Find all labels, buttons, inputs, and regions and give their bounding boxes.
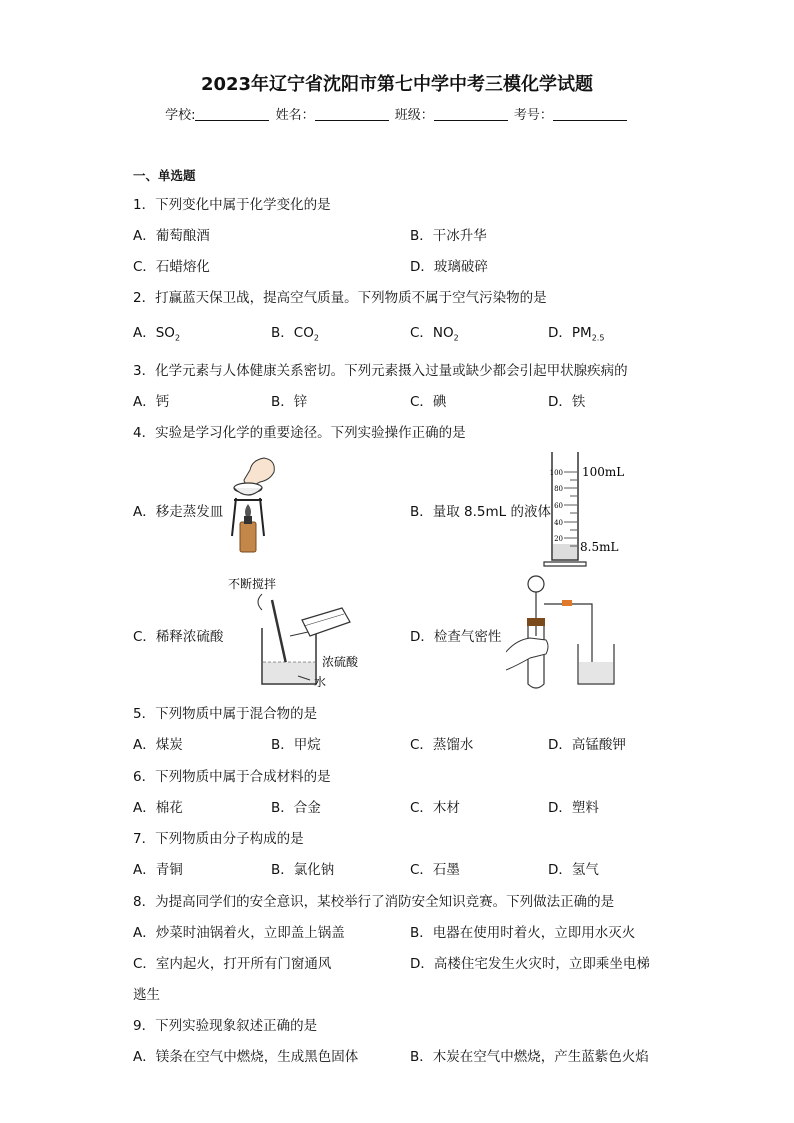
q7-option-d: D．氢气 — [548, 862, 599, 878]
q6-option-c: C．木材 — [410, 800, 460, 816]
q6-option-d: D．塑料 — [548, 800, 599, 816]
q8-option-d-continuation: 逃生 — [133, 987, 160, 1003]
question-5-stem: 5．下列物质中属于混合物的是 — [133, 706, 318, 722]
question-6-stem: 6．下列物质中属于合成材料的是 — [133, 769, 331, 785]
q5-option-c: C．蒸馏水 — [410, 737, 474, 753]
q2-option-c-text: C．NO — [410, 325, 454, 341]
dilute-acid-figure — [224, 574, 370, 690]
cylinder-tick-20: 20 — [554, 535, 563, 543]
q1-option-b: B．干冰升华 — [410, 228, 487, 244]
q1-option-d: D．玻璃破碎 — [410, 259, 488, 275]
q2-option-b — [271, 321, 319, 343]
airtightness-figure — [506, 574, 622, 690]
q2-option-b-text: B．CO — [271, 325, 314, 341]
q2-option-b-sub: 2 — [313, 333, 319, 343]
school-blank — [195, 108, 269, 121]
q8-option-d: D．高楼住宅发生火灾时，立即乘坐电梯 — [410, 956, 650, 972]
question-1-stem: 1．下列变化中属于化学变化的是 — [133, 197, 331, 213]
q8-option-c: C．室内起火，打开所有门窗通风 — [133, 956, 332, 972]
class-blank — [434, 108, 508, 121]
q2-option-d — [548, 321, 604, 343]
q2-option-c-sub: 2 — [453, 333, 459, 343]
q9-option-a: A．镁条在空气中燃烧，生成黑色固体 — [133, 1049, 359, 1065]
cylinder-tick-60: 60 — [554, 502, 563, 510]
q2-option-d-sub: 2.5 — [591, 333, 605, 343]
q2-option-d-text: D．PM — [548, 325, 592, 341]
q5-option-a: A．煤炭 — [133, 737, 183, 753]
q1-option-a: A．葡萄酿酒 — [133, 228, 210, 244]
student-info-line — [0, 104, 794, 123]
section-heading: 一、单选题 — [133, 168, 196, 183]
name-label: 姓名： — [275, 108, 315, 123]
q4-option-c: C．稀释浓硫酸 — [133, 629, 224, 645]
q1-option-c: C．石蜡熔化 — [133, 259, 210, 275]
evaporating-dish-figure — [222, 456, 282, 556]
question-3-stem: 3．化学元素与人体健康关系密切。下列元素摄入过量或缺少都会引起甲状腺疾病的 — [133, 363, 628, 379]
q2-option-a-sub: 2 — [174, 333, 181, 343]
q4-option-b: B．量取 8.5mL 的液体 — [410, 504, 551, 520]
question-8-stem: 8．为提高同学们的安全意识，某校举行了消防安全知识竞赛。下列做法正确的是 — [133, 894, 615, 910]
question-9-stem: 9．下列实验现象叙述正确的是 — [133, 1018, 318, 1034]
q9-option-b: B．木炭在空气中燃烧，产生蓝紫色火焰 — [410, 1049, 649, 1065]
question-2-stem: 2．打赢蓝天保卫战，提高空气质量。下列物质不属于空气污染物的是 — [133, 290, 547, 306]
cylinder-label-bottom: 8.5mL — [580, 540, 619, 554]
q4-option-d: D．检查气密性 — [410, 629, 502, 645]
question-4-stem: 4．实验是学习化学的重要途径。下列实验操作正确的是 — [133, 425, 466, 441]
q5-option-d: D．高锰酸钾 — [548, 737, 626, 753]
question-7-stem: 7．下列物质由分子构成的是 — [133, 831, 304, 847]
school-label: 学校: — [165, 108, 196, 123]
q3-option-d: D．铁 — [548, 394, 586, 410]
cylinder-tick-40: 40 — [554, 519, 563, 527]
q3-option-a: A．钙 — [133, 394, 170, 410]
q7-option-c: C．石墨 — [410, 862, 460, 878]
page-title: 2023年辽宁省沈阳市第七中学中考三模化学试题 — [200, 74, 594, 95]
graduated-cylinder-figure — [540, 448, 640, 570]
class-label: 班级： — [394, 108, 434, 123]
q7-option-b: B．氯化钠 — [271, 862, 335, 878]
q6-option-b: B．合金 — [271, 800, 321, 816]
exam-number-blank — [553, 108, 627, 121]
acid-label: 浓硫酸 — [322, 655, 359, 669]
q8-option-b: B．电器在使用时着火，立即用水灭火 — [410, 925, 636, 941]
q3-option-c: C．碘 — [410, 394, 447, 410]
q2-option-a — [133, 321, 180, 343]
cylinder-label-top: 100mL — [582, 465, 625, 479]
cylinder-tick-80: 80 — [554, 485, 563, 493]
exam-number-label: 考号： — [513, 108, 553, 123]
q7-option-a: A．青铜 — [133, 862, 183, 878]
name-blank — [315, 108, 389, 121]
q4-option-a: A．移走蒸发皿 — [133, 504, 224, 520]
q3-option-b: B．锌 — [271, 394, 308, 410]
q2-option-c — [410, 321, 459, 343]
stir-label: 不断搅拌 — [228, 577, 277, 591]
q5-option-b: B．甲烷 — [271, 737, 321, 753]
cylinder-tick-100: 100 — [549, 469, 563, 477]
water-label: 水 — [314, 675, 327, 689]
q8-option-a: A．炒菜时油锅着火，立即盖上锅盖 — [133, 925, 345, 941]
q6-option-a: A．棉花 — [133, 800, 183, 816]
q2-option-a-text: A．SO — [133, 325, 175, 341]
